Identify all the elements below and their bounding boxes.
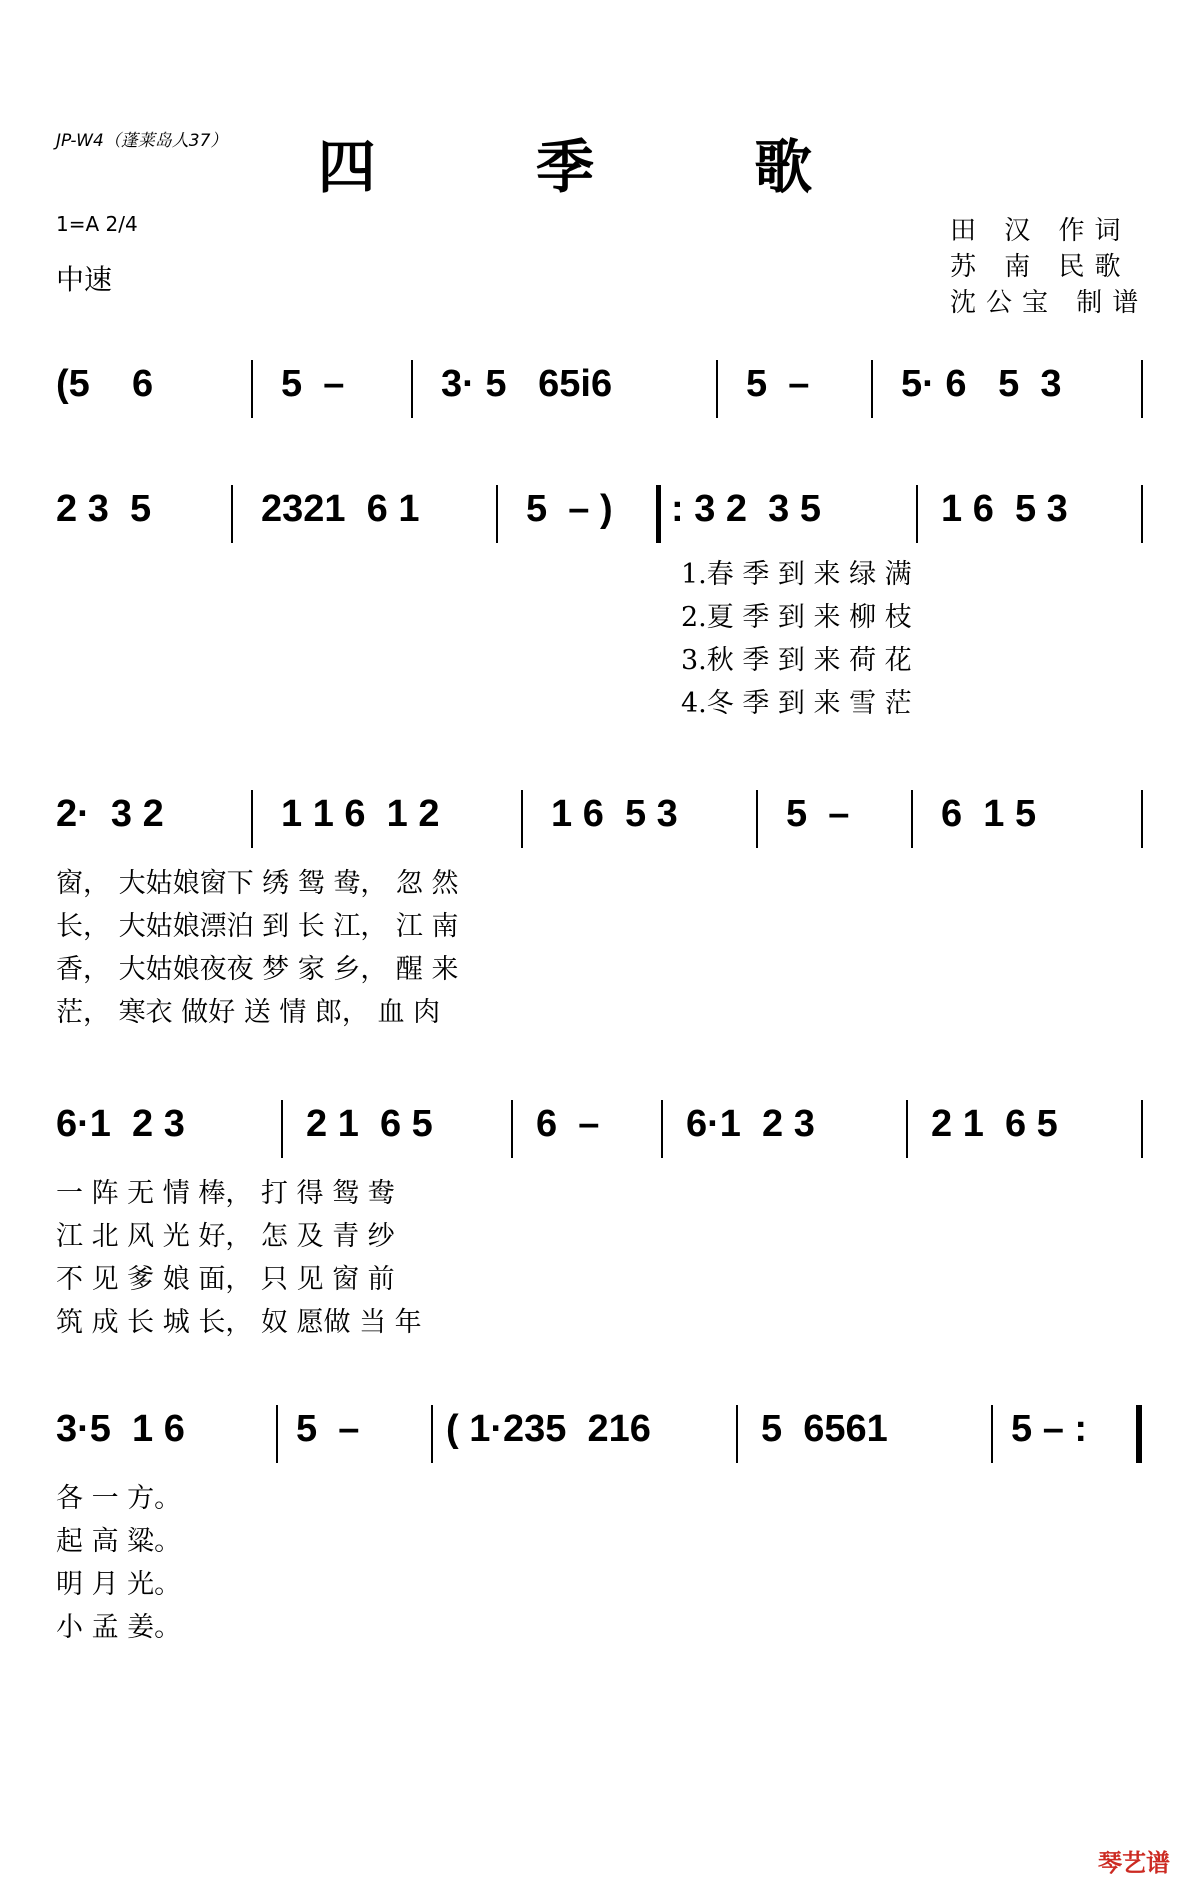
- note: 5 – :: [1011, 1408, 1088, 1450]
- barline: [736, 1405, 738, 1463]
- note: 6 –: [536, 1103, 600, 1145]
- note: 5· 6 5 3: [901, 363, 1062, 405]
- staff-system-5: [56, 1405, 1144, 1649]
- barline: [1141, 485, 1143, 543]
- lyric-verse-3: 明 月 光。: [56, 1569, 182, 1600]
- notation-line: [56, 790, 1144, 850]
- lyric-verse-1: 窗， 大姑娘窗下 绣 鸳 鸯， 忽 然: [56, 868, 459, 899]
- lyric-verse-3: 香， 大姑娘夜夜 梦 家 乡， 醒 来: [56, 954, 459, 985]
- repeat-start-barline: [656, 485, 661, 543]
- barline: [871, 360, 873, 418]
- note: 5 –: [296, 1408, 360, 1450]
- barline: [251, 790, 253, 848]
- barline: [991, 1405, 993, 1463]
- note: 5 6561: [761, 1408, 888, 1450]
- lyric-verse-1: 1.春 季 到 来 绿 满: [681, 559, 912, 590]
- barline: [916, 485, 918, 543]
- lyric-verse-1: 一 阵 无 情 棒， 打 得 鸳 鸯: [56, 1178, 395, 1209]
- lyric-verse-2: 2.夏 季 到 来 柳 枝: [681, 602, 912, 633]
- lyrics-block: [56, 1172, 1144, 1344]
- note: 1 6 5 3: [941, 488, 1068, 530]
- note: 6·1 2 3: [686, 1103, 815, 1145]
- staff-system-4: [56, 1100, 1144, 1344]
- score-code: JP-W4（蓬莱岛人37）: [56, 131, 228, 151]
- barline: [231, 485, 233, 543]
- note: 1 1 6 1 2: [281, 793, 440, 835]
- lyric-verse-2: 江 北 风 光 好， 怎 及 青 纱: [56, 1221, 395, 1252]
- lyrics-block: [681, 553, 1144, 725]
- origin-credit: 苏 南 民歌: [950, 252, 1131, 282]
- barline: [411, 360, 413, 418]
- note: 3·5 1 6: [56, 1408, 185, 1450]
- lyricist-credit: 田 汉 作词: [950, 216, 1131, 246]
- staff-system-2: [56, 485, 1144, 725]
- barline: [521, 790, 523, 848]
- staff-system-3: [56, 790, 1144, 1034]
- note: 2· 3 2: [56, 793, 164, 835]
- note: 5 –: [746, 363, 810, 405]
- note: 5 –: [786, 793, 850, 835]
- notation-line: [56, 1405, 1144, 1465]
- note: : 3 2 3 5: [671, 488, 821, 530]
- notation-line: [56, 485, 1144, 545]
- barline: [1141, 1100, 1143, 1158]
- note: 6 1 5: [941, 793, 1037, 835]
- barline: [511, 1100, 513, 1158]
- note: 1 6 5 3: [551, 793, 678, 835]
- lyric-verse-2: 长， 大姑娘漂泊 到 长 江， 江 南: [56, 911, 459, 942]
- note: 6·1 2 3: [56, 1103, 185, 1145]
- note: ( 1·235 216: [446, 1408, 651, 1450]
- lyric-verse-4: 小 孟 姜。: [56, 1612, 182, 1643]
- barline: [716, 360, 718, 418]
- lyric-verse-3: 不 见 爹 娘 面， 只 见 窗 前: [56, 1264, 395, 1295]
- lyric-verse-3: 3.秋 季 到 来 荷 花: [681, 645, 912, 676]
- note: 5 – ): [526, 488, 613, 530]
- tempo-marking: 中速: [56, 263, 113, 296]
- barline: [906, 1100, 908, 1158]
- barline: [251, 360, 253, 418]
- barline: [1141, 790, 1143, 848]
- barline: [756, 790, 758, 848]
- lyrics-block: [56, 862, 1144, 1034]
- note: 2 1 6 5: [306, 1103, 433, 1145]
- lyric-verse-4: 筑 成 长 城 长， 奴 愿做 当 年: [56, 1307, 422, 1338]
- staff-system-1: [56, 360, 1144, 420]
- barline: [496, 485, 498, 543]
- lyric-verse-2: 起 高 粱。: [56, 1526, 182, 1557]
- lyric-verse-4: 4.冬 季 到 来 雪 茫: [681, 688, 912, 719]
- barline: [1141, 360, 1143, 418]
- barline: [661, 1100, 663, 1158]
- key-signature: 1=A 2/4: [56, 212, 138, 236]
- lyrics-block: [56, 1477, 1144, 1649]
- note: 2 3 5: [56, 488, 152, 530]
- watermark-logo: 琴艺谱: [1098, 1849, 1170, 1877]
- barline: [276, 1405, 278, 1463]
- lyric-verse-4: 茫， 寒衣 做好 送 情 郎， 血 肉: [56, 997, 441, 1028]
- arranger-credit: 沈公宝 制谱: [950, 288, 1149, 318]
- note: 2 1 6 5: [931, 1103, 1058, 1145]
- note: 2321 6 1: [261, 488, 420, 530]
- repeat-end-barline: [1136, 1405, 1142, 1463]
- barline: [431, 1405, 433, 1463]
- page-title: 四 季 歌: [317, 133, 883, 201]
- barline: [281, 1100, 283, 1158]
- note: (5 6: [56, 363, 154, 405]
- barline: [911, 790, 913, 848]
- note: 5 –: [281, 363, 345, 405]
- notation-line: [56, 1100, 1144, 1160]
- lyric-verse-1: 各 一 方。: [56, 1483, 182, 1514]
- notation-line: [56, 360, 1144, 420]
- note: 3· 5 65i6: [441, 363, 613, 405]
